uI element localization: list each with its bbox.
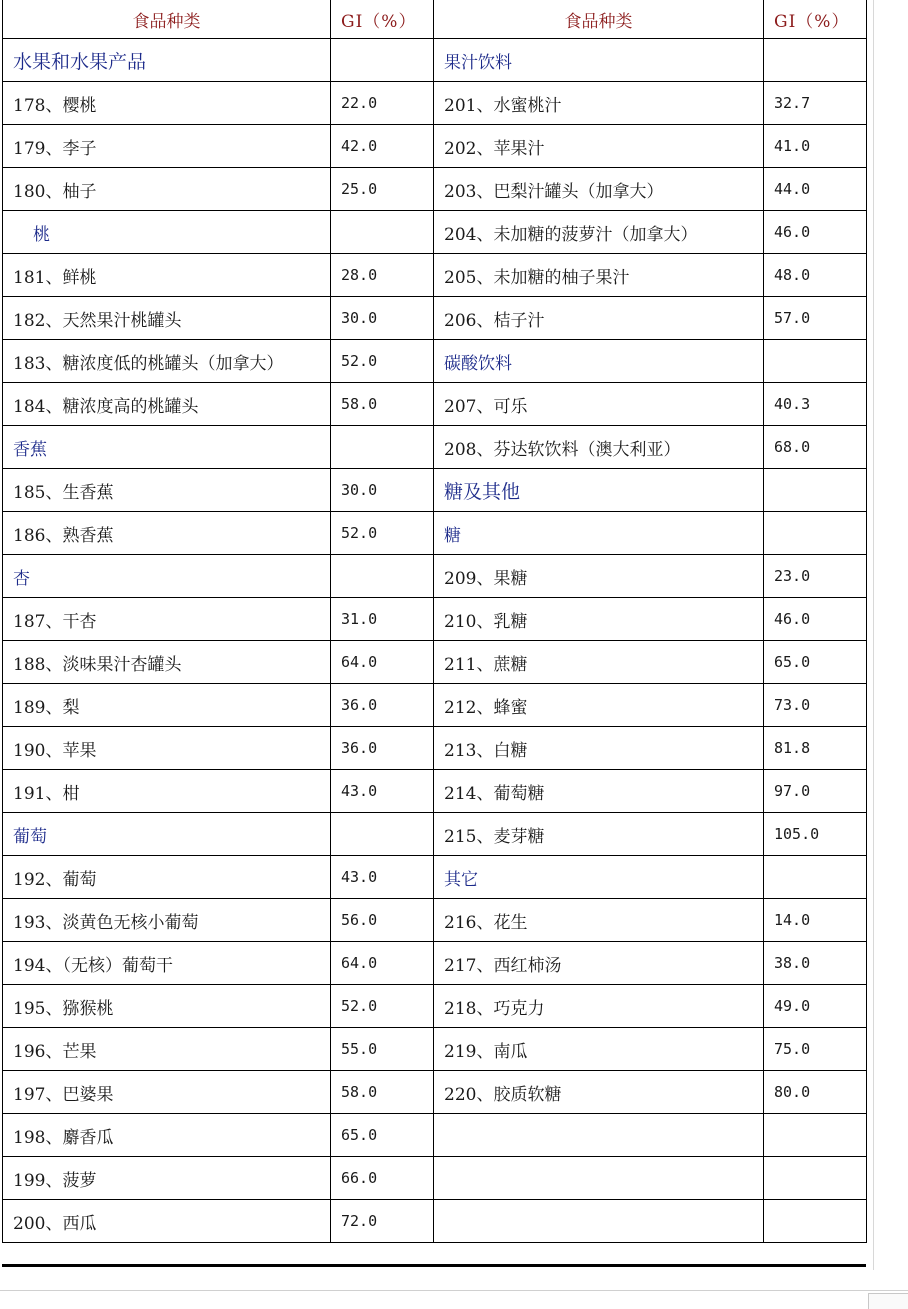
gi-value-cell: 57.0 — [764, 297, 867, 340]
gi-value-cell: 38.0 — [764, 942, 867, 985]
gi-value-cell: 32.7 — [764, 82, 867, 125]
gi-value-cell: 36.0 — [331, 684, 434, 727]
food-name-cell: 190、苹果 — [3, 727, 331, 770]
gi-value-cell: 43.0 — [331, 856, 434, 899]
category-row — [434, 340, 867, 383]
food-name-cell: 194、（无核）葡萄干 — [3, 942, 331, 985]
empty-row — [434, 1157, 867, 1200]
food-name-cell: 204、未加糖的菠萝汁（加拿大） — [434, 211, 764, 254]
page-corner — [868, 1293, 908, 1309]
food-name-cell: 213、白糖 — [434, 727, 764, 770]
table-row — [434, 125, 867, 168]
food-name-cell: 184、糖浓度高的桃罐头 — [3, 383, 331, 426]
gi-value-cell: 30.0 — [331, 297, 434, 340]
food-name-cell: 217、西红柿汤 — [434, 942, 764, 985]
gi-value-cell — [331, 211, 434, 254]
gi-value-cell: 14.0 — [764, 899, 867, 942]
food-name-cell: 210、乳糖 — [434, 598, 764, 641]
gi-value-cell: 49.0 — [764, 985, 867, 1028]
gi-value-cell — [764, 39, 867, 82]
food-name-cell: 202、苹果汁 — [434, 125, 764, 168]
food-name-cell: 201、水蜜桃汁 — [434, 82, 764, 125]
gi-value-cell: 25.0 — [331, 168, 434, 211]
gi-value-cell: 22.0 — [331, 82, 434, 125]
food-name-cell: 179、李子 — [3, 125, 331, 168]
gi-value-cell: 65.0 — [764, 641, 867, 684]
table-row — [434, 598, 867, 641]
table-row — [434, 555, 867, 598]
food-name-cell: 193、淡黄色无核小葡萄 — [3, 899, 331, 942]
gi-value-cell: 64.0 — [331, 942, 434, 985]
category-label: 碳酸饮料 — [434, 340, 764, 383]
gi-value-cell — [764, 1157, 867, 1200]
gi-value-cell — [331, 813, 434, 856]
food-name-cell: 211、蔗糖 — [434, 641, 764, 684]
gi-value-cell: 48.0 — [764, 254, 867, 297]
category-row — [434, 469, 867, 512]
category-label: 果汁饮料 — [434, 39, 764, 82]
category-row — [3, 426, 434, 469]
category-row — [3, 211, 434, 254]
food-name-cell: 206、桔子汁 — [434, 297, 764, 340]
gi-value-cell: 44.0 — [764, 168, 867, 211]
gi-value-cell: 72.0 — [331, 1200, 434, 1243]
gi-value-cell: 65.0 — [331, 1114, 434, 1157]
food-name-cell: 195、猕猴桃 — [3, 985, 331, 1028]
table-row — [434, 641, 867, 684]
gi-table-right — [433, 0, 867, 1243]
category-label: 水果和水果产品 — [3, 39, 331, 82]
gi-value-cell — [764, 1200, 867, 1243]
table-row — [3, 1071, 434, 1114]
food-name-cell: 178、樱桃 — [3, 82, 331, 125]
category-label: 葡萄 — [3, 813, 331, 856]
food-name-cell: 180、柚子 — [3, 168, 331, 211]
category-label — [434, 1157, 764, 1200]
category-row — [3, 813, 434, 856]
gi-value-cell: 80.0 — [764, 1071, 867, 1114]
category-row — [3, 39, 434, 82]
gi-value-cell: 68.0 — [764, 426, 867, 469]
gi-value-cell — [331, 39, 434, 82]
table-row — [3, 942, 434, 985]
table-bottom-rule — [2, 1264, 866, 1267]
gi-value-cell: 55.0 — [331, 1028, 434, 1071]
food-name-cell: 220、胶质软糖 — [434, 1071, 764, 1114]
gi-value-cell: 46.0 — [764, 211, 867, 254]
gi-value-cell — [764, 856, 867, 899]
food-name-cell: 207、可乐 — [434, 383, 764, 426]
table-row — [434, 942, 867, 985]
table-row — [3, 770, 434, 813]
gi-value-cell: 40.3 — [764, 383, 867, 426]
table-row — [3, 1200, 434, 1243]
table-row — [3, 383, 434, 426]
table-row — [3, 254, 434, 297]
gi-value-cell: 64.0 — [331, 641, 434, 684]
table-row — [434, 297, 867, 340]
table-row — [434, 684, 867, 727]
gi-value-cell: 52.0 — [331, 985, 434, 1028]
category-label: 桃 — [3, 211, 331, 254]
gi-value-cell: 73.0 — [764, 684, 867, 727]
gi-value-cell: 23.0 — [764, 555, 867, 598]
gi-value-cell — [764, 512, 867, 555]
food-name-cell: 182、天然果汁桃罐头 — [3, 297, 331, 340]
food-name-cell: 183、糖浓度低的桃罐头（加拿大） — [3, 340, 331, 383]
gi-value-cell: 105.0 — [764, 813, 867, 856]
column-header-food: 食品种类 — [3, 0, 331, 39]
table-row — [3, 856, 434, 899]
gi-value-cell: 81.8 — [764, 727, 867, 770]
food-name-cell: 191、柑 — [3, 770, 331, 813]
gi-value-cell: 31.0 — [331, 598, 434, 641]
table-row — [3, 1157, 434, 1200]
column-header-gi: GI（%） — [331, 0, 434, 39]
gi-value-cell — [764, 340, 867, 383]
food-name-cell: 181、鲜桃 — [3, 254, 331, 297]
category-label — [434, 1114, 764, 1157]
category-row — [434, 512, 867, 555]
food-name-cell: 219、南瓜 — [434, 1028, 764, 1071]
gi-table-left — [2, 0, 434, 1243]
next-page-edge — [0, 1290, 908, 1309]
food-name-cell: 205、未加糖的柚子果汁 — [434, 254, 764, 297]
table-row — [434, 168, 867, 211]
column-header-food: 食品种类 — [434, 0, 764, 39]
table-row — [3, 899, 434, 942]
food-name-cell: 200、西瓜 — [3, 1200, 331, 1243]
empty-row — [434, 1200, 867, 1243]
food-name-cell: 212、蜂蜜 — [434, 684, 764, 727]
gi-value-cell: 66.0 — [331, 1157, 434, 1200]
table-row — [3, 512, 434, 555]
table-row — [3, 82, 434, 125]
food-name-cell: 188、淡味果汁杏罐头 — [3, 641, 331, 684]
category-label: 糖及其他 — [434, 469, 764, 512]
table-row — [434, 82, 867, 125]
food-name-cell: 199、菠萝 — [3, 1157, 331, 1200]
table-row — [3, 684, 434, 727]
gi-value-cell: 28.0 — [331, 254, 434, 297]
table-row — [3, 469, 434, 512]
food-name-cell: 197、巴婆果 — [3, 1071, 331, 1114]
table-row — [434, 383, 867, 426]
table-row — [3, 641, 434, 684]
gi-value-cell: 97.0 — [764, 770, 867, 813]
food-name-cell: 216、花生 — [434, 899, 764, 942]
table-row — [3, 340, 434, 383]
gi-value-cell: 41.0 — [764, 125, 867, 168]
category-label — [434, 1200, 764, 1243]
gi-value-cell: 30.0 — [331, 469, 434, 512]
food-name-cell: 186、熟香蕉 — [3, 512, 331, 555]
table-row — [434, 770, 867, 813]
table-row — [434, 985, 867, 1028]
category-label: 糖 — [434, 512, 764, 555]
table-row — [434, 1028, 867, 1071]
gi-value-cell: 43.0 — [331, 770, 434, 813]
table-header-row — [3, 0, 434, 39]
table-row — [434, 426, 867, 469]
food-name-cell: 196、芒果 — [3, 1028, 331, 1071]
category-label: 其它 — [434, 856, 764, 899]
table-row — [3, 168, 434, 211]
category-row — [3, 555, 434, 598]
table-row — [3, 1028, 434, 1071]
gi-value-cell: 46.0 — [764, 598, 867, 641]
table-row — [434, 813, 867, 856]
table-row — [3, 727, 434, 770]
table-row — [434, 211, 867, 254]
food-name-cell: 189、梨 — [3, 684, 331, 727]
food-name-cell: 198、麝香瓜 — [3, 1114, 331, 1157]
table-row — [3, 598, 434, 641]
table-row — [434, 899, 867, 942]
gi-value-cell: 58.0 — [331, 1071, 434, 1114]
gi-value-cell: 75.0 — [764, 1028, 867, 1071]
gi-value-cell: 56.0 — [331, 899, 434, 942]
table-row — [3, 985, 434, 1028]
gi-value-cell: 58.0 — [331, 383, 434, 426]
category-row — [434, 856, 867, 899]
food-name-cell: 192、葡萄 — [3, 856, 331, 899]
gi-value-cell: 52.0 — [331, 340, 434, 383]
food-name-cell: 209、果糖 — [434, 555, 764, 598]
food-name-cell: 203、巴梨汁罐头（加拿大） — [434, 168, 764, 211]
table-row — [434, 1071, 867, 1114]
gi-value-cell — [764, 469, 867, 512]
food-name-cell: 187、干杏 — [3, 598, 331, 641]
food-name-cell: 218、巧克力 — [434, 985, 764, 1028]
gi-value-cell: 52.0 — [331, 512, 434, 555]
table-row — [3, 297, 434, 340]
gi-value-cell: 42.0 — [331, 125, 434, 168]
table-header-row — [434, 0, 867, 39]
category-label: 香蕉 — [3, 426, 331, 469]
category-row — [434, 39, 867, 82]
gi-value-cell — [764, 1114, 867, 1157]
food-name-cell: 208、芬达软饮料（澳大利亚） — [434, 426, 764, 469]
category-label: 杏 — [3, 555, 331, 598]
empty-row — [434, 1114, 867, 1157]
food-name-cell: 185、生香蕉 — [3, 469, 331, 512]
column-header-gi: GI（%） — [764, 0, 867, 39]
food-name-cell: 215、麦芽糖 — [434, 813, 764, 856]
table-row — [434, 254, 867, 297]
table-row — [3, 125, 434, 168]
table-row — [434, 727, 867, 770]
food-name-cell: 214、葡萄糖 — [434, 770, 764, 813]
gi-value-cell — [331, 426, 434, 469]
table-row — [3, 1114, 434, 1157]
gi-value-cell: 36.0 — [331, 727, 434, 770]
gi-value-cell — [331, 555, 434, 598]
